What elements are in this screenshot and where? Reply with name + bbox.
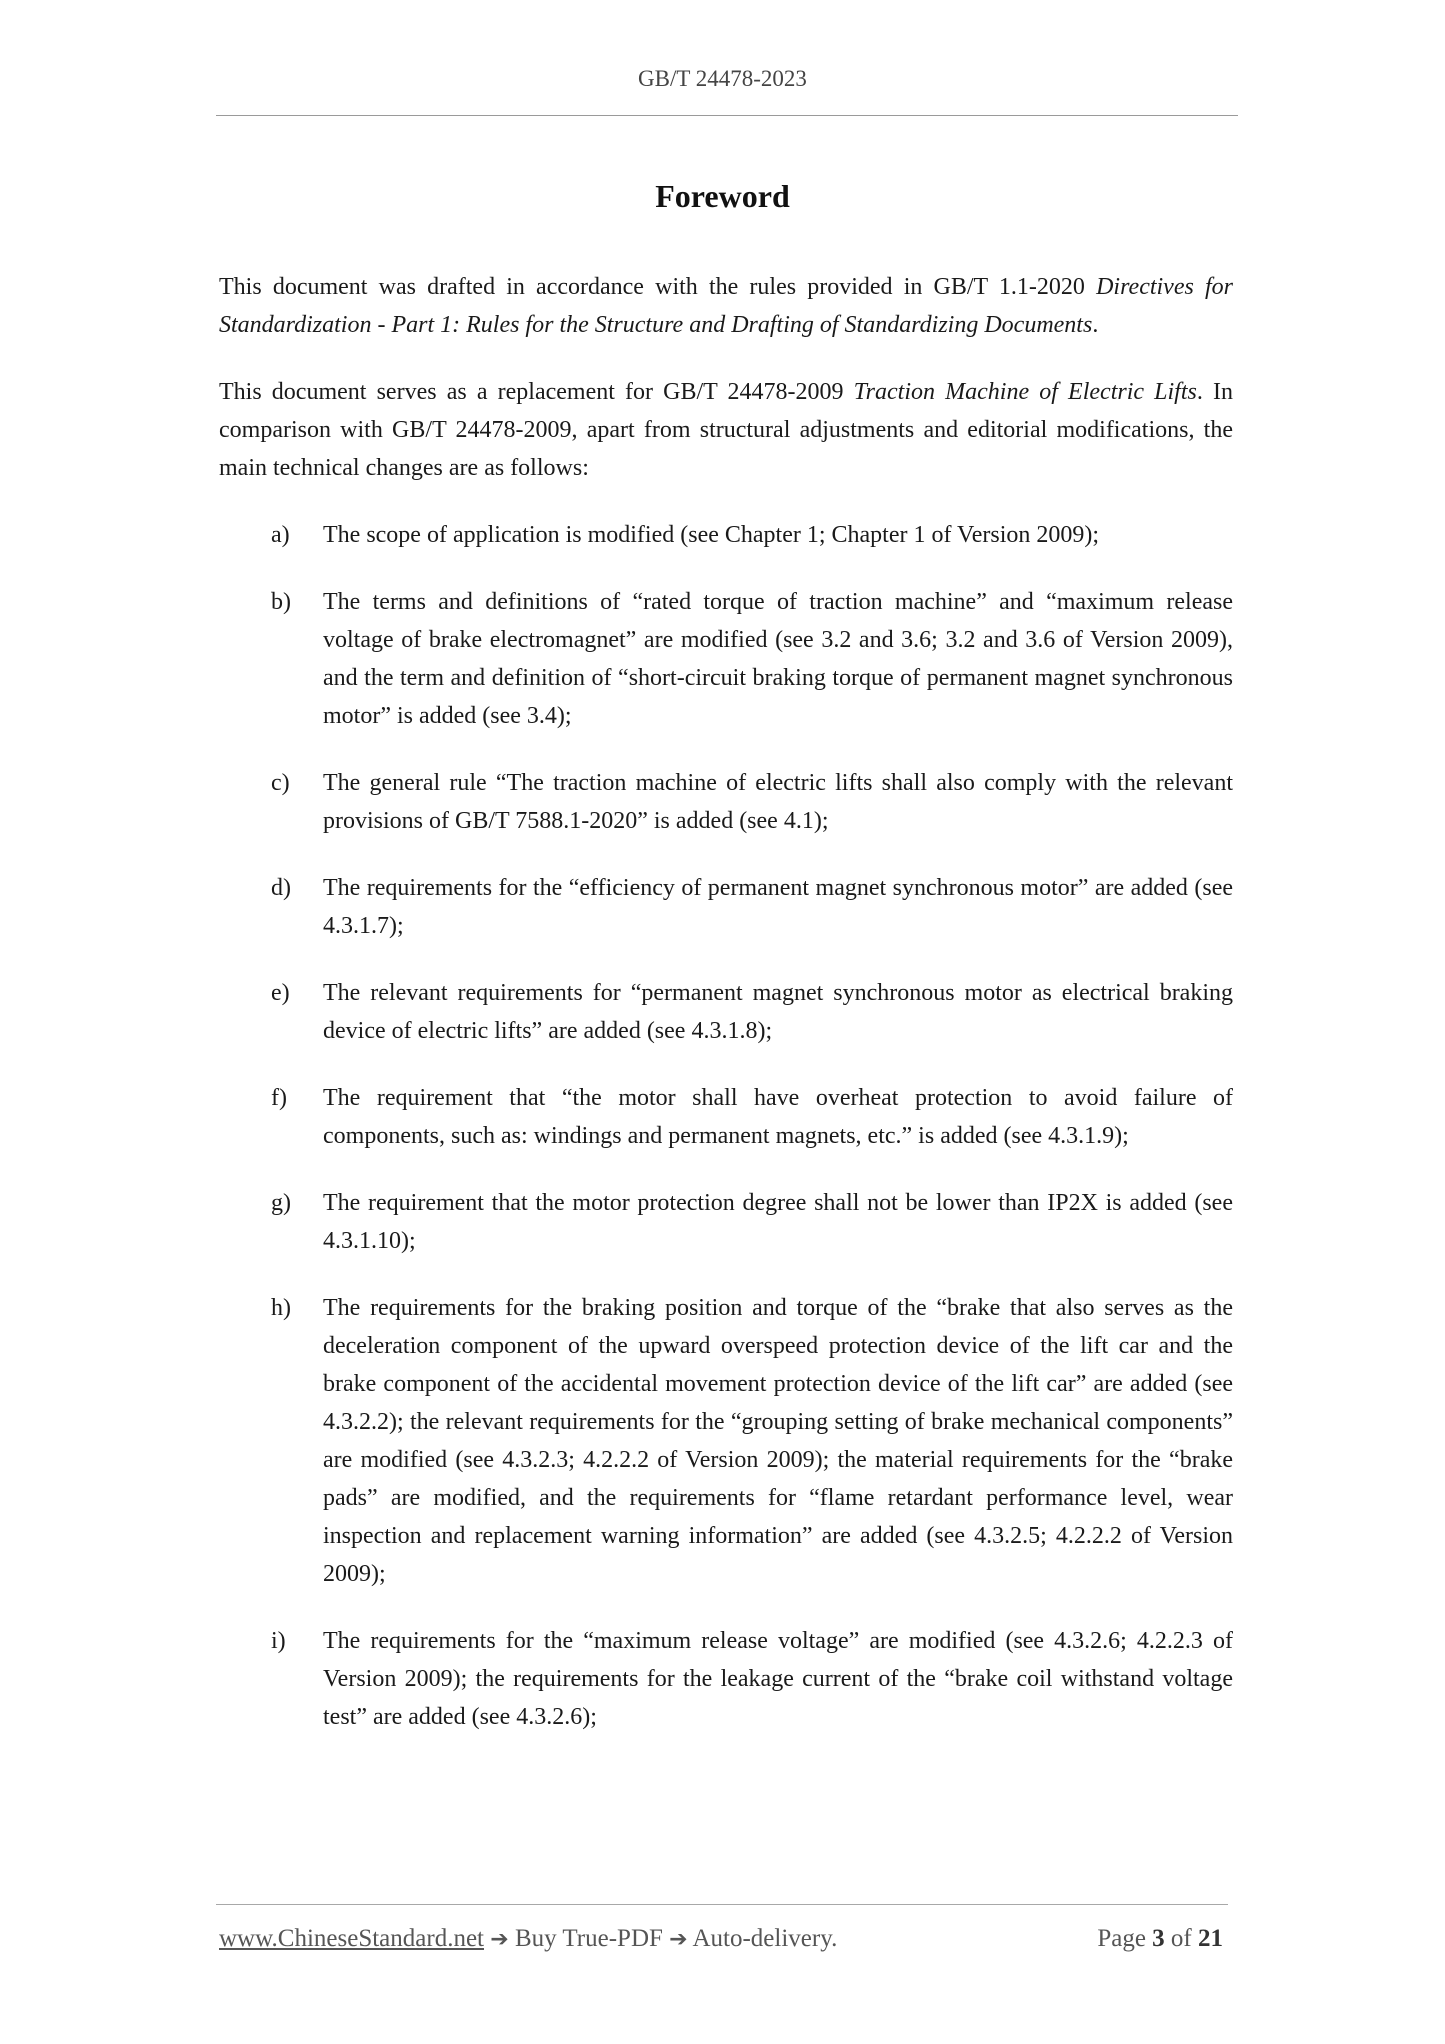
- list-marker: c): [271, 770, 290, 796]
- list-marker: b): [271, 589, 291, 615]
- changes-list: [219, 516, 1233, 1736]
- page-current: 3: [1152, 1925, 1165, 1952]
- list-marker: g): [271, 1190, 291, 1216]
- list-item-text: The requirements for the “maximum release voltage” are modified (see 4.3.2.6; 4.2.2.3 of Version 2009); the requirements for the leakage current of the “brake coil withstand voltage test” are added (see 4.3.2.6);: [323, 1628, 1233, 1730]
- page-total: 21: [1198, 1925, 1223, 1952]
- list-marker: i): [271, 1628, 286, 1654]
- header-divider: [216, 115, 1238, 116]
- list-item: [219, 764, 1233, 840]
- list-item: [219, 1622, 1233, 1736]
- footer-divider: [216, 1904, 1228, 1905]
- page-of: of: [1170, 1925, 1192, 1952]
- list-item: [219, 1079, 1233, 1155]
- intro-paragraph-2: [219, 373, 1233, 487]
- page-title: Foreword: [655, 178, 790, 214]
- list-item: [219, 974, 1233, 1050]
- arrow-right-icon: ➔: [490, 1927, 509, 1952]
- list-item-text: The relevant requirements for “permanent magnet synchronous motor as electrical braking device of electric lifts” are added (see 4.3.1.8);: [323, 980, 1233, 1044]
- list-item: [219, 869, 1233, 945]
- list-item: [219, 1289, 1233, 1593]
- list-item-text: The requirement that “the motor shall have overheat protection to avoid failure of components, such as: windings and permanent magnets, etc.” is added (see 4.3.1.9);: [323, 1085, 1233, 1149]
- list-item: [219, 1184, 1233, 1260]
- paragraph-text: .: [1092, 312, 1099, 338]
- page-label: Page: [1097, 1925, 1146, 1952]
- page-number: [1097, 1925, 1223, 1953]
- list-marker: e): [271, 980, 290, 1006]
- footer-promo: [219, 1925, 837, 1953]
- list-item-text: The scope of application is modified (see Chapter 1; Chapter 1 of Version 2009);: [323, 522, 1100, 548]
- list-marker: f): [271, 1085, 287, 1111]
- delivery-text: Auto-delivery.: [692, 1925, 838, 1952]
- list-item: [219, 516, 1233, 554]
- document-body: [219, 268, 1233, 1765]
- list-item-text: The requirements for the braking position and torque of the “brake that also serves as the deceleration component of the upward overspeed protection device of the lift car and the brake component of the accidental movement protection device of the lift car” are added (see 4.3.2.2); the relevant requirements for the “grouping setting of brake mechanical components” are modified (see 4.3.2.3; 4.2.2.2 of Version 2009); the material requirements for the “brake pads” are modified, and the requirements for “flame retardant performance level, wear inspection and replacement warning information” are added (see 4.3.2.5; 4.2.2.2 of Version 2009);: [323, 1295, 1233, 1587]
- standard-title-italic: Traction Machine of Electric Lifts: [853, 379, 1197, 405]
- paragraph-text: This document serves as a replacement for GB/T 24478-2009: [219, 379, 854, 405]
- list-item: [219, 583, 1233, 735]
- buy-text: Buy True-PDF: [514, 1925, 663, 1952]
- list-marker: d): [271, 875, 291, 901]
- header-doc-code: GB/T 24478-2023: [638, 66, 807, 91]
- site-link[interactable]: www.ChineseStandard.net: [219, 1925, 484, 1952]
- paragraph-text: . In comparison with GB/T 24478-2009, apart from structural adjustments and editorial modifications, the main technical changes are as follows:: [219, 379, 1233, 481]
- list-item-text: The requirements for the “efficiency of permanent magnet synchronous motor” are added (see 4.3.1.7);: [323, 875, 1233, 939]
- list-marker: a): [271, 522, 290, 548]
- list-item-text: The terms and definitions of “rated torque of traction machine” and “maximum release voltage of brake electromagnet” are modified (see 3.2 and 3.6; 3.2 and 3.6 of Version 2009), and the term and definition of “short-circuit braking torque of permanent magnet synchronous motor” is added (see 3.4);: [323, 589, 1233, 729]
- list-item-text: The requirement that the motor protection degree shall not be lower than IP2X is added (see 4.3.1.10);: [323, 1190, 1233, 1254]
- arrow-right-icon: ➔: [669, 1927, 688, 1952]
- list-item-text: The general rule “The traction machine of electric lifts shall also comply with the relevant provisions of GB/T 7588.1-2020” is added (see 4.1);: [323, 770, 1233, 834]
- intro-paragraph-1: [219, 268, 1233, 344]
- standard-title-italic: Directives for Standardization - Part 1: Rules for the Structure and Drafting of Standardizing Documents: [219, 274, 1233, 338]
- paragraph-text: This document was drafted in accordance with the rules provided in GB/T 1.1-2020: [219, 274, 1097, 300]
- list-marker: h): [271, 1295, 291, 1321]
